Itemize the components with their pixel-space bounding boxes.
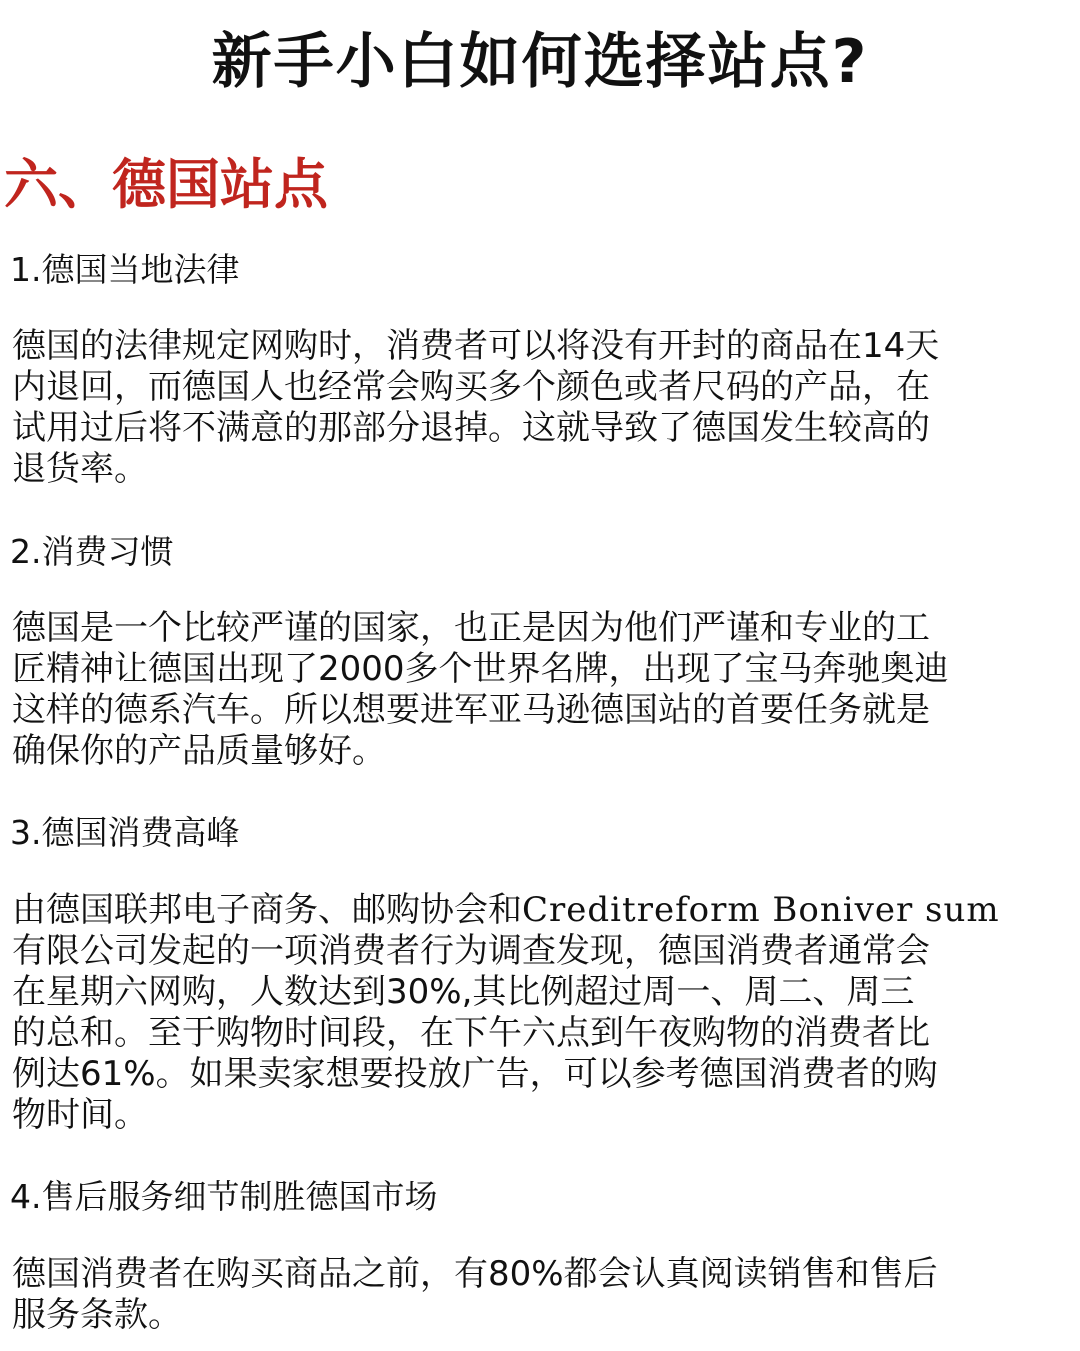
paragraph-line: 德国的法律规定网购时，消费者可以将没有开封的商品在14天 — [12, 326, 940, 366]
item-3-paragraph — [12, 890, 1042, 1136]
paragraph-line: 德国消费者在购买商品之前，有80%都会认真阅读销售和售后 — [12, 1254, 938, 1294]
item-4-heading: 4.售后服务细节制胜德国市场 — [10, 1177, 438, 1216]
paragraph-line: 物时间。 — [12, 1095, 148, 1135]
paragraph-line: 确保你的产品质量够好。 — [12, 731, 386, 771]
paragraph-line: 德国是一个比较严谨的国家，也正是因为他们严谨和专业的工 — [12, 608, 930, 648]
paragraph-line: 这样的德系汽车。所以想要进军亚马逊德国站的首要任务就是 — [12, 690, 930, 730]
paragraph-line: 退货率。 — [12, 449, 148, 489]
paragraph-line — [12, 890, 1042, 931]
paragraph-line: 内退回，而德国人也经常会购买多个颜色或者尺码的产品，在 — [12, 367, 930, 407]
item-1-paragraph — [12, 326, 1042, 490]
item-2-heading: 2.消费习惯 — [10, 532, 174, 571]
paragraph-line: 有限公司发起的一项消费者行为调查发现，德国消费者通常会 — [12, 931, 930, 971]
company-name: Creditreform Boniver sum — [522, 890, 1000, 930]
section-title: 六、德国站点 — [4, 153, 328, 216]
paragraph-line: 服务条款。 — [12, 1295, 182, 1335]
item-2-paragraph — [12, 608, 1042, 772]
page-title: 新手小白如何选择站点? — [211, 27, 869, 97]
item-1-heading: 1.德国当地法律 — [10, 250, 240, 289]
paragraph-line: 匠精神让德国出现了2000多个世界名牌，出现了宝马奔驰奥迪 — [12, 649, 949, 689]
paragraph-line: 在星期六网购，人数达到30%,其比例超过周一、周二、周三 — [12, 972, 915, 1012]
paragraph-line: 例达61%。如果卖家想要投放广告，可以参考德国消费者的购 — [12, 1054, 938, 1094]
item-3-heading: 3.德国消费高峰 — [10, 813, 240, 852]
paragraph-line: 试用过后将不满意的那部分退掉。这就导致了德国发生较高的 — [12, 408, 930, 448]
paragraph-line-prefix: 由德国联邦电子商务、邮购协会和 — [12, 890, 522, 930]
item-4-paragraph — [12, 1254, 1042, 1336]
paragraph-line: 的总和。至于购物时间段，在下午六点到午夜购物的消费者比 — [12, 1013, 930, 1053]
